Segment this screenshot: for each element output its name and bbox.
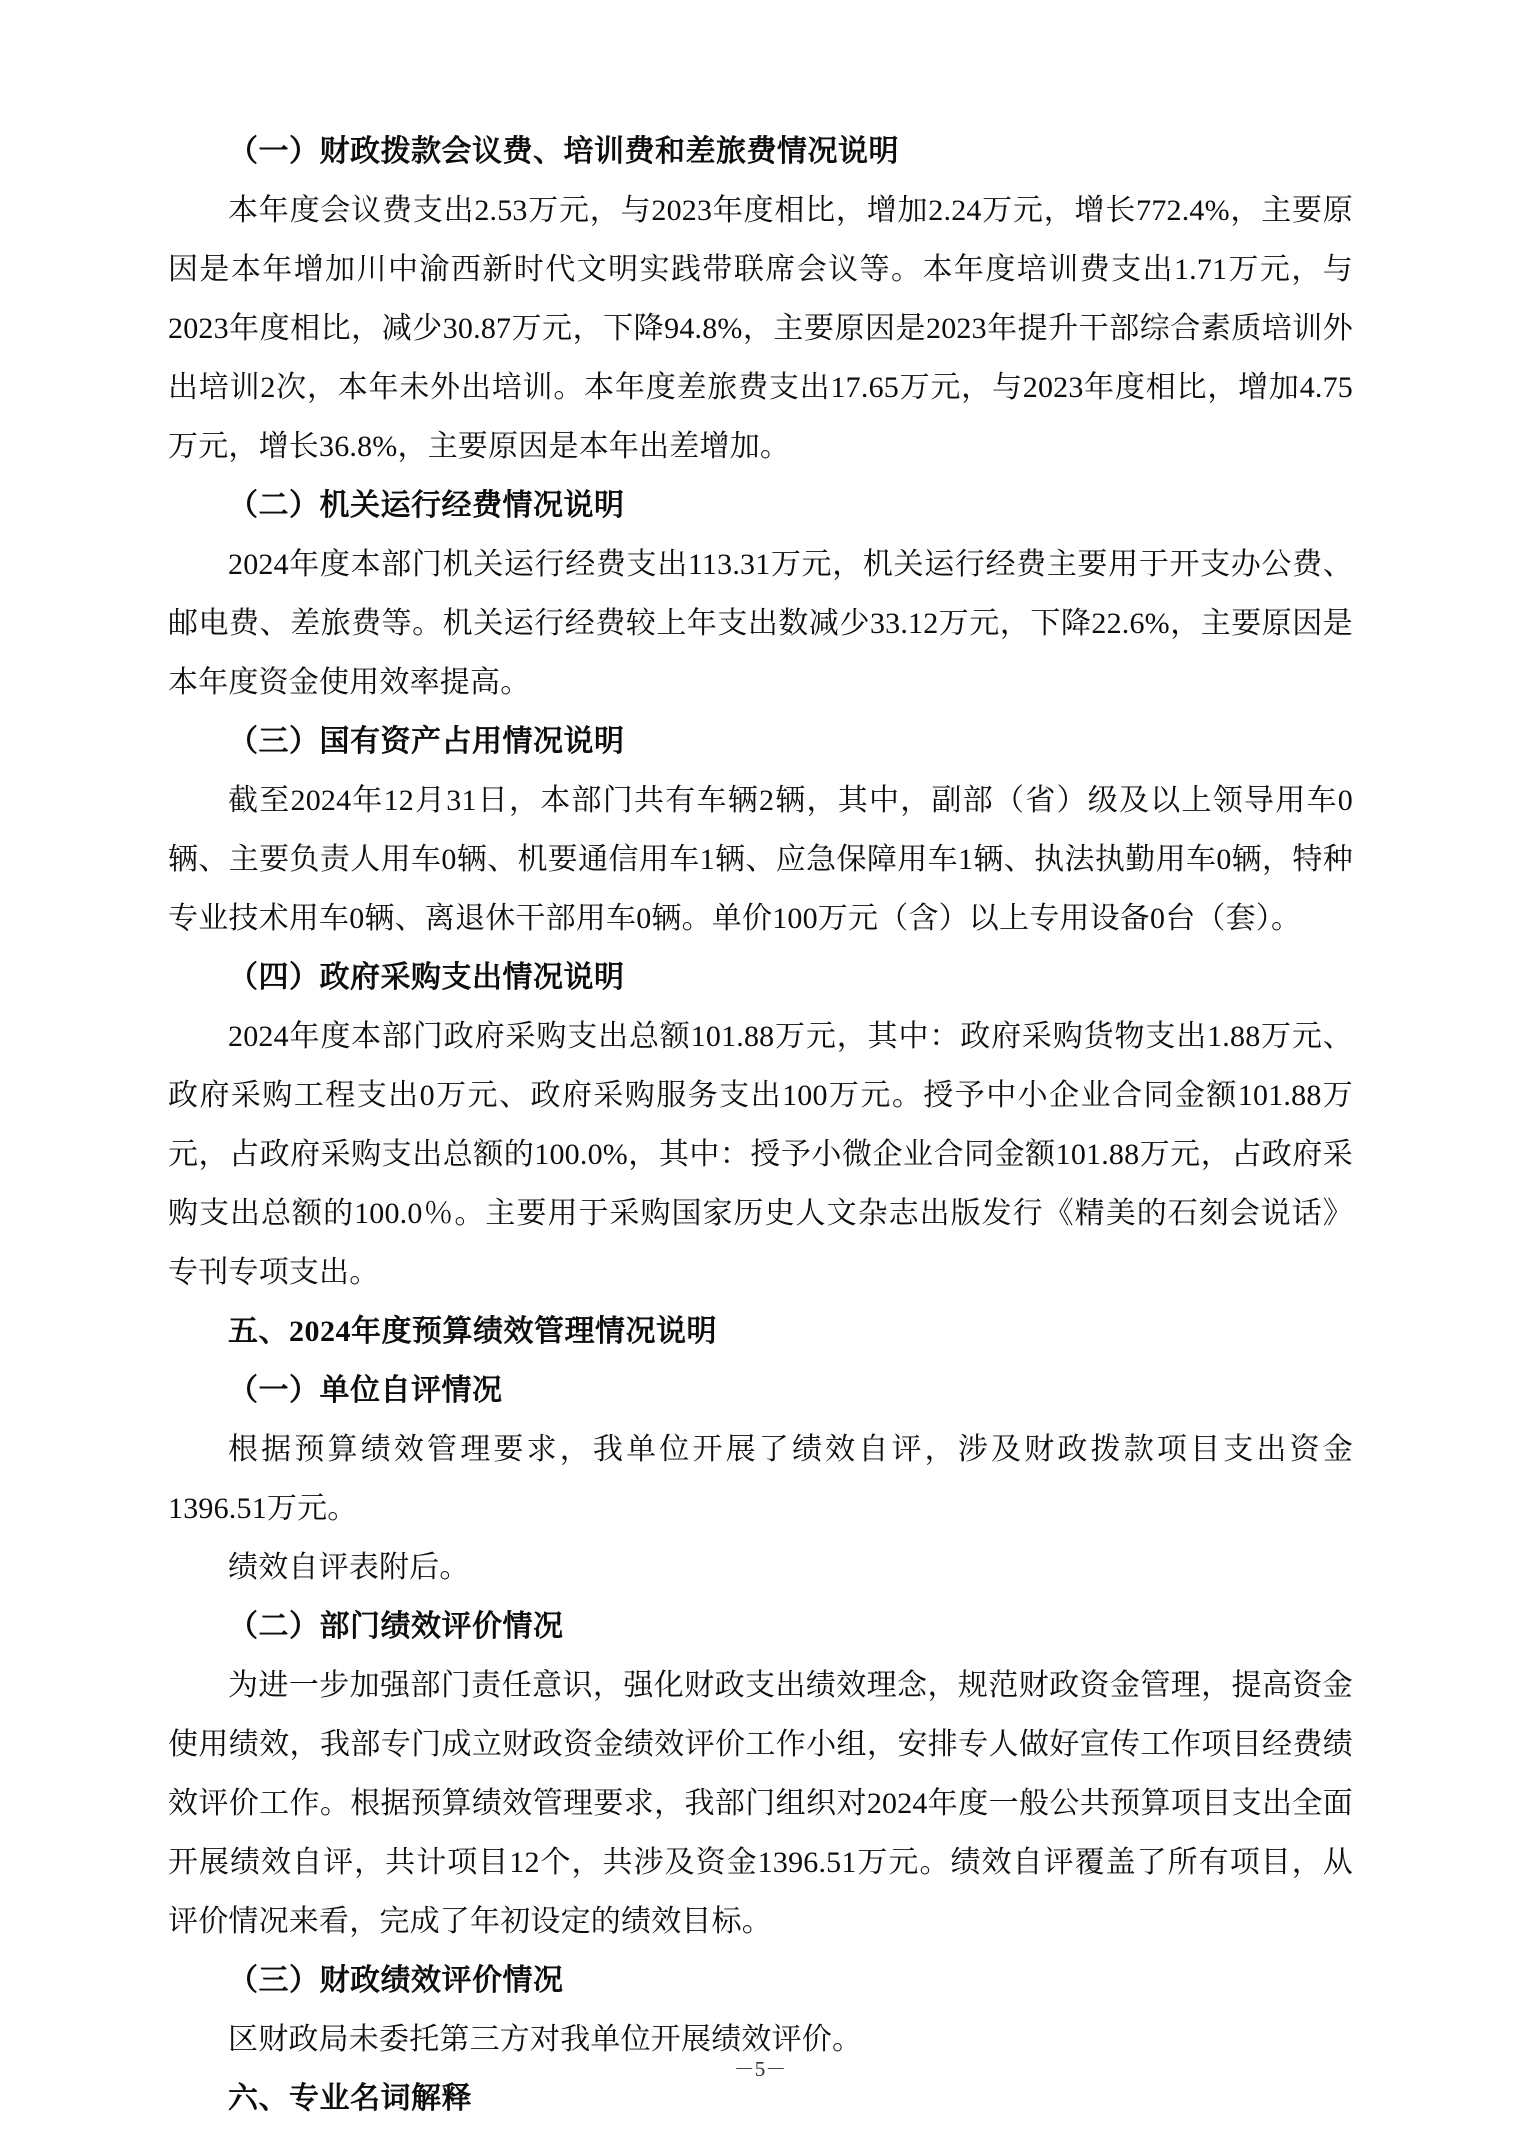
body-paragraph: 区财政局未委托第三方对我单位开展绩效评价。: [228, 2023, 863, 2056]
body-paragraph: 本年度会议费支出2.53万元，与2023年度相比，增加2.24万元，增长772.4%，主要原因是本年增加川中渝西新时代文明实践带联席会议等。本年度培训费支出1.71万元，与2023年度相比，减少30.87万元，下降94.8%，主要原因是2023年提升干部综合素质培训外出培训2次，本年未外出培训。本年度差旅费支出17.65万元，与2023年度相比，增加4.75万元，增长36.8%，主要原因是本年出差增加。: [168, 194, 1353, 463]
section-heading: （四）政府采购支出情况说明: [228, 961, 625, 994]
section-heading: （三）财政绩效评价情况: [228, 1964, 564, 1997]
body-paragraph: 绩效自评表附后。: [228, 1551, 470, 1584]
body-paragraph: 截至2024年12月31日，本部门共有车辆2辆，其中，副部（省）级及以上领导用车0辆、主要负责人用车0辆、机要通信用车1辆、应急保障用车1辆、执法执勤用车0辆，特种专业技术用车0辆、离退休干部用车0辆。单价100万元（含）以上专用设备0台（套）。: [168, 784, 1353, 935]
section-heading: （二）机关运行经费情况说明: [228, 489, 625, 522]
body-paragraph: 为进一步加强部门责任意识，强化财政支出绩效理念，规范财政资金管理，提高资金使用绩效，我部专门成立财政资金绩效评价工作小组，安排专人做好宣传工作项目经费绩效评价工作。根据预算绩效管理要求，我部门组织对2024年度一般公共预算项目支出全面开展绩效自评，共计项目12个，共涉及资金1396.51万元。绩效自评覆盖了所有项目，从评价情况来看，完成了年初设定的绩效目标。: [168, 1669, 1353, 1938]
chapter-heading: 六、专业名词解释: [228, 2082, 472, 2115]
section-heading: （一）单位自评情况: [228, 1374, 503, 1407]
body-paragraph: 2024年度本部门政府采购支出总额101.88万元，其中：政府采购货物支出1.88万元、政府采购工程支出0万元、政府采购服务支出100万元。授予中小企业合同金额101.88万元，占政府采购支出总额的100.0%，其中：授予小微企业合同金额101.88万元，占政府采购支出总额的100.0％。主要用于采购国家历史人文杂志出版发行《精美的石刻会说话》专刊专项支出。: [168, 1020, 1353, 1289]
section-heading: （二）部门绩效评价情况: [228, 1610, 564, 1643]
section-heading: （三）国有资产占用情况说明: [228, 725, 625, 758]
section-heading: （一）财政拨款会议费、培训费和差旅费情况说明: [228, 135, 899, 168]
chapter-heading: 五、2024年度预算绩效管理情况说明: [228, 1315, 717, 1348]
body-paragraph: 2024年度本部门机关运行经费支出113.31万元，机关运行经费主要用于开支办公费、邮电费、差旅费等。机关运行经费较上年支出数减少33.12万元，下降22.6%，主要原因是本年度资金使用效率提高。: [168, 548, 1353, 699]
body-paragraph: 根据预算绩效管理要求，我单位开展了绩效自评，涉及财政拨款项目支出资金1396.51万元。: [168, 1433, 1353, 1525]
page-number: －5－: [733, 2057, 787, 2081]
document-body: [168, 122, 1353, 2128]
